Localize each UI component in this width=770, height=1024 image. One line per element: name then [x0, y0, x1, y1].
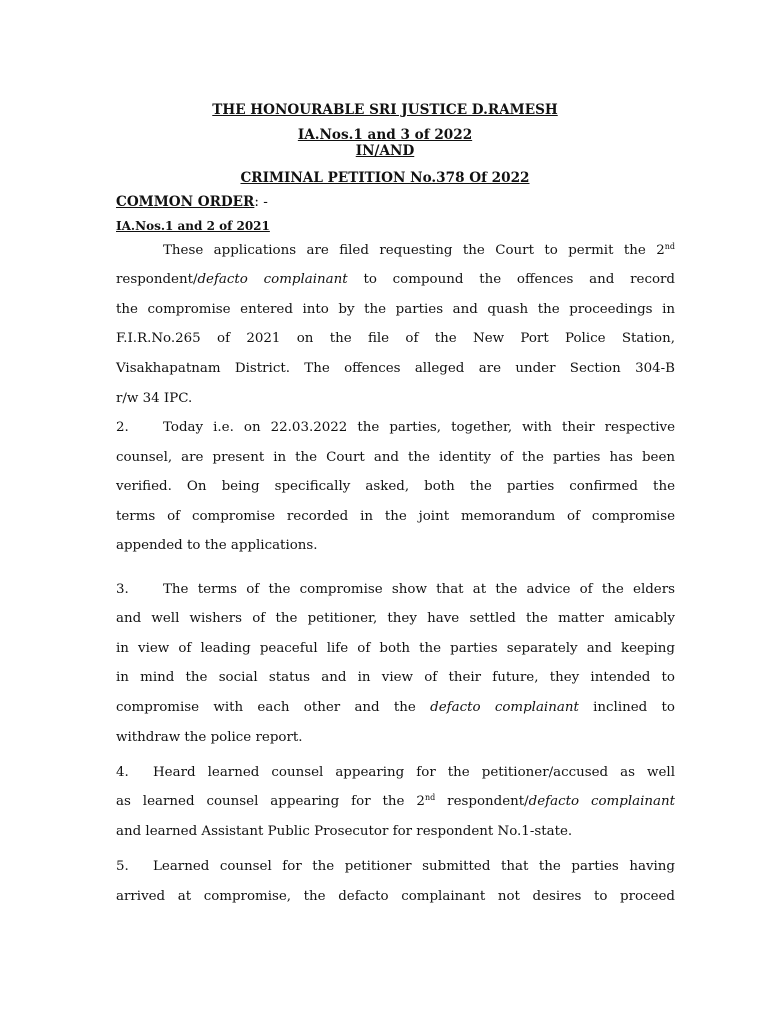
p4-line-2: as learned counsel appearing for the 2nd respondent/defacto complainant	[116, 793, 675, 809]
p1-line-3: the compromise entered into by the parties and quash the proceedings in	[116, 302, 675, 317]
p1-line-6: r/w 34 IPC.	[116, 391, 193, 406]
in-and-heading: IN/AND	[355, 143, 415, 159]
p3-number: 3.	[116, 582, 129, 597]
p2-line-1: 2. Today i.e. on 22.03.2022 the parties, together, with their respective	[116, 420, 675, 435]
p3-line-3: in view of leading peaceful life of both the parties separately and keeping	[116, 641, 675, 656]
common-order-line	[116, 193, 675, 211]
p4-number: 4.	[116, 765, 129, 780]
p1-line-4: F.I.R.No.265 of 2021 on the file of the New Port Police Station,	[116, 331, 675, 346]
common-order-suffix: : -	[254, 194, 268, 210]
ia-subheading: IA.Nos.1 and 2 of 2021	[116, 219, 270, 233]
p2-line-4: terms of compromise recorded in the joint memorandum of compromise	[116, 509, 675, 524]
p3-line-6: withdraw the police report.	[116, 730, 303, 745]
petition-heading: CRIMINAL PETITION No.378 Of 2022	[240, 170, 530, 186]
ia-numbers-heading: IA.Nos.1 and 3 of 2022	[297, 127, 473, 143]
p1-line-5: Visakhapatnam District. The offences alleged are under Section 304-B	[116, 361, 675, 376]
p5-number: 5.	[116, 859, 129, 874]
p2-line-3: verified. On being specifically asked, both the parties confirmed the	[116, 479, 675, 494]
p3-line-2: and well wishers of the petitioner, they have settled the matter amicably	[116, 611, 675, 626]
p5-line-1: 5. Learned counsel for the petitioner submitted that the parties having	[116, 859, 675, 874]
common-order-label: COMMON ORDER	[116, 194, 255, 210]
p2-number: 2.	[116, 420, 129, 435]
p3-line-5: compromise with each other and the defacto complainant inclined to	[116, 700, 675, 715]
p3-line-1: 3. The terms of the compromise show that at the advice of the elders	[116, 582, 675, 597]
p2-line-2: counsel, are present in the Court and the identity of the parties has been	[116, 450, 675, 465]
p4-line-1: 4. Heard learned counsel appearing for the petitioner/accused as well	[116, 765, 675, 780]
judge-heading: THE HONOURABLE SRI JUSTICE D.RAMESH	[212, 102, 558, 118]
p1-line-2: respondent/defacto complainant to compound the offences and record	[116, 272, 675, 287]
p2-line-5: appended to the applications.	[116, 538, 318, 553]
p5-line-2: arrived at compromise, the defacto complainant not desires to proceed	[116, 889, 675, 904]
p3-line-4: in mind the social status and in view of their future, they intended to	[116, 670, 675, 685]
p1-line-1: These applications are filed requesting the Court to permit the 2nd	[163, 242, 675, 258]
ia-subheading-line	[116, 217, 675, 236]
p4-line-3: and learned Assistant Public Prosecutor for respondent No.1-state.	[116, 824, 573, 839]
